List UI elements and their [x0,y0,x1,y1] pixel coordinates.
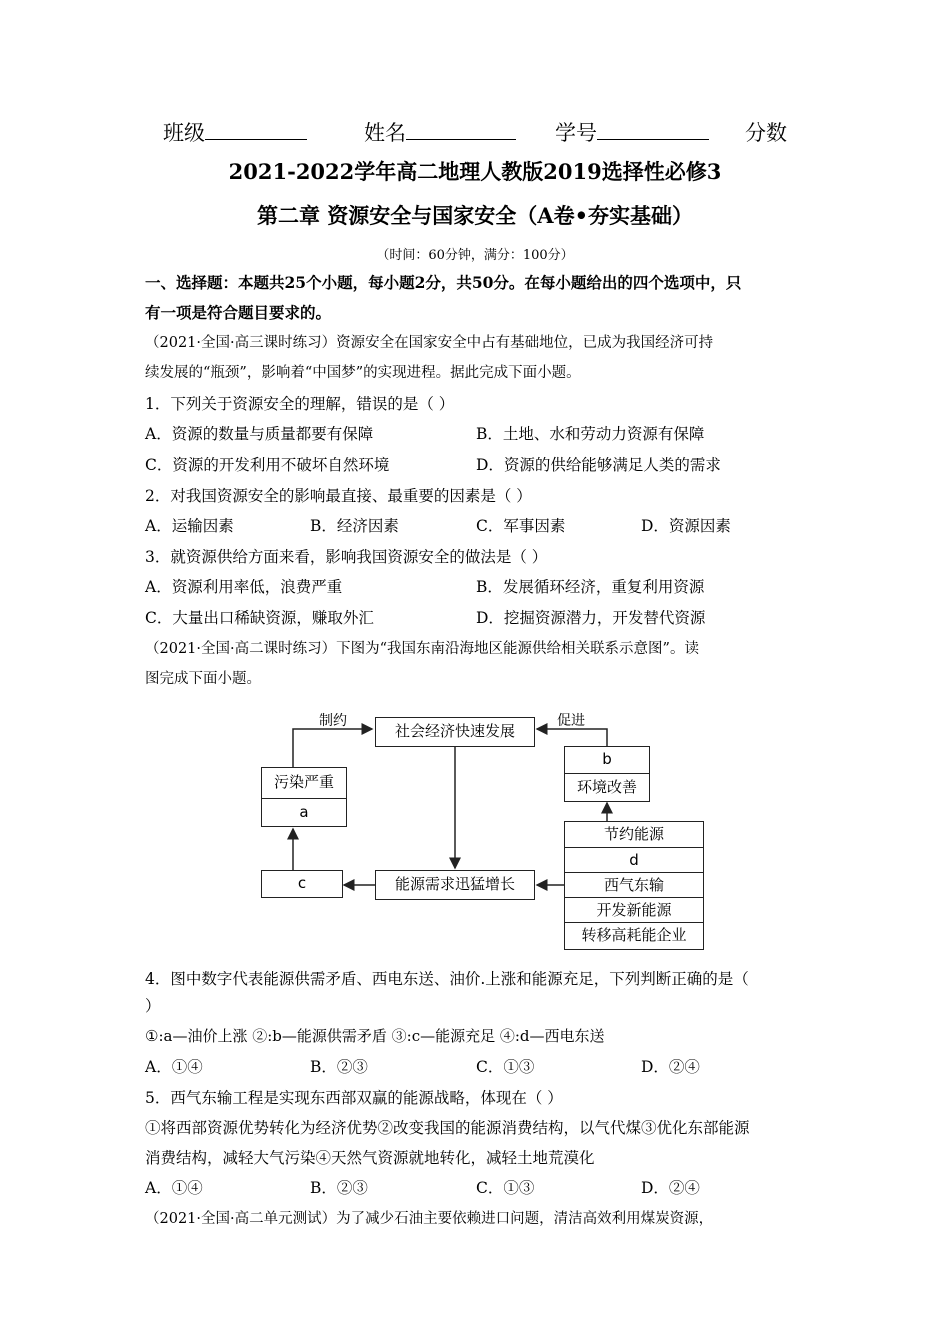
group1-source-line2: 续发展的“瓶颈”，影响着“中国梦”的实现进程。据此完成下面小题。 [145,365,581,381]
number-blank[interactable] [597,119,709,140]
q4-statements: ①:a—油价上涨 ②:b—能源供需矛盾 ③:c—能源充足 ④:d—西电东送 [145,1027,605,1045]
box-c: c [261,870,343,898]
q5-option-b[interactable]: B．②③ [310,1179,368,1197]
box-economic-growth: 社会经济快速发展 [375,717,535,747]
q3-stem: 3．就资源供给方面来看，影响我国资源安全的做法是（ ） [145,548,548,566]
exam-meta: （时间：60分钟，满分：100分） [376,248,574,263]
label-constrain: 制约 [319,713,347,729]
group2-source-line2: 图完成下面小题。 [145,671,261,687]
q3-option-a[interactable]: A．资源利用率低，浪费严重 [145,578,343,596]
box-b [564,746,650,802]
stack-item: 节约能源 [603,825,664,843]
energy-supply-diagram [255,705,710,955]
q4-stem-line2: ） [145,997,161,1015]
q2-option-a[interactable]: A．运输因素 [145,517,234,535]
q5-option-d[interactable]: D．②④ [641,1179,700,1197]
q3-option-b[interactable]: B．发展循环经济，重复利用资源 [476,578,705,596]
box-energy-demand: 能源需求迅猛增长 [375,870,535,900]
label-promote: 促进 [557,713,585,729]
q3-option-d[interactable]: D．挖掘资源潜力，开发替代资源 [476,609,706,627]
exam-subtitle: 第二章 资源安全与国家安全（A卷•夯实基础） [256,203,694,228]
name-field[interactable] [364,117,516,147]
class-label: 班级 [163,121,205,145]
section-heading-line1: 一、选择题：本题共25个小题，每小题2分，共50分。在每小题给出的四个选项中，只 [145,273,742,292]
q4-option-d[interactable]: D．②④ [641,1058,700,1076]
box-pollution-label: 污染严重 [273,773,334,791]
number-label: 学号 [555,121,597,145]
number-field[interactable] [555,117,709,147]
q5-statements-line2: 消费结构，减轻大气污染④天然气资源就地转化，减轻土地荒漠化 [145,1149,595,1167]
q5-option-a[interactable]: A．①④ [145,1179,203,1197]
q5-statements-line1: ①将西部资源优势转化为经济优势②改变我国的能源消费结构，以气代煤③优化东部能源 [145,1119,750,1137]
q4-stem-line1: 4．图中数字代表能源供需矛盾、西电东送、油价.上涨和能源充足，下列判断正确的是（ [145,970,749,988]
box-measures-stack [564,821,704,950]
arrow-promote [537,729,607,746]
exam-title: 2021-2022学年高二地理人教版2019选择性必修3 [228,159,722,184]
group1-source-line1: （2021·全国·高三课时练习）资源安全在国家安全中占有基础地位，已成为我国经济可持 [145,335,714,351]
name-blank[interactable] [406,119,516,140]
q3-option-c[interactable]: C．大量出口稀缺资源，赚取外汇 [145,609,374,627]
q4-option-a[interactable]: A．①④ [145,1058,203,1076]
group3-source-line1: （2021·全国·高二单元测试）为了减少石油主要依赖进口问题，清洁高效利用煤炭资源， [145,1211,714,1227]
box-environment-label: 环境改善 [565,773,649,801]
q1-option-c[interactable]: C．资源的开发利用不破坏自然环境 [145,456,390,474]
name-label: 姓名 [364,121,406,145]
stack-item: 转移高耗能企业 [565,922,703,947]
box-a-label: a [262,798,346,826]
class-blank[interactable] [205,119,307,140]
group2-source-line1: （2021·全国·高二课时练习）下图为“我国东南沿海地区能源供给相关联系示意图”。读 [145,641,699,657]
box-b-label: b [602,750,612,768]
q1-option-a[interactable]: A．资源的数量与质量都要有保障 [145,425,374,443]
q1-option-d[interactable]: D．资源的供给能够满足人类的需求 [476,456,721,474]
q5-option-c[interactable]: C．①③ [476,1179,535,1197]
q1-stem: 1．下列关于资源安全的理解，错误的是（ ） [145,395,455,413]
stack-item: 开发新能源 [565,897,703,922]
student-info-line [0,113,950,147]
q2-option-c[interactable]: C．军事因素 [476,517,566,535]
arrow-constrain [293,729,372,767]
q4-option-b[interactable]: B．②③ [310,1058,368,1076]
score-label: 分数 [745,121,787,145]
stack-item: 西气东输 [565,872,703,897]
q2-option-b[interactable]: B．经济因素 [310,517,399,535]
stack-item: d [565,847,703,872]
q2-option-d[interactable]: D．资源因素 [641,517,731,535]
q2-stem: 2．对我国资源安全的影响最直接、最重要的因素是（ ） [145,487,532,505]
q1-option-b[interactable]: B．土地、水和劳动力资源有保障 [476,425,705,443]
section-heading-line2: 有一项是符合题目要求的。 [145,303,332,322]
class-field[interactable] [163,117,307,147]
q4-option-c[interactable]: C．①③ [476,1058,535,1076]
q5-stem: 5．西气东输工程是实现东西部双赢的能源战略，体现在（ ） [145,1089,563,1107]
box-pollution [261,767,347,827]
